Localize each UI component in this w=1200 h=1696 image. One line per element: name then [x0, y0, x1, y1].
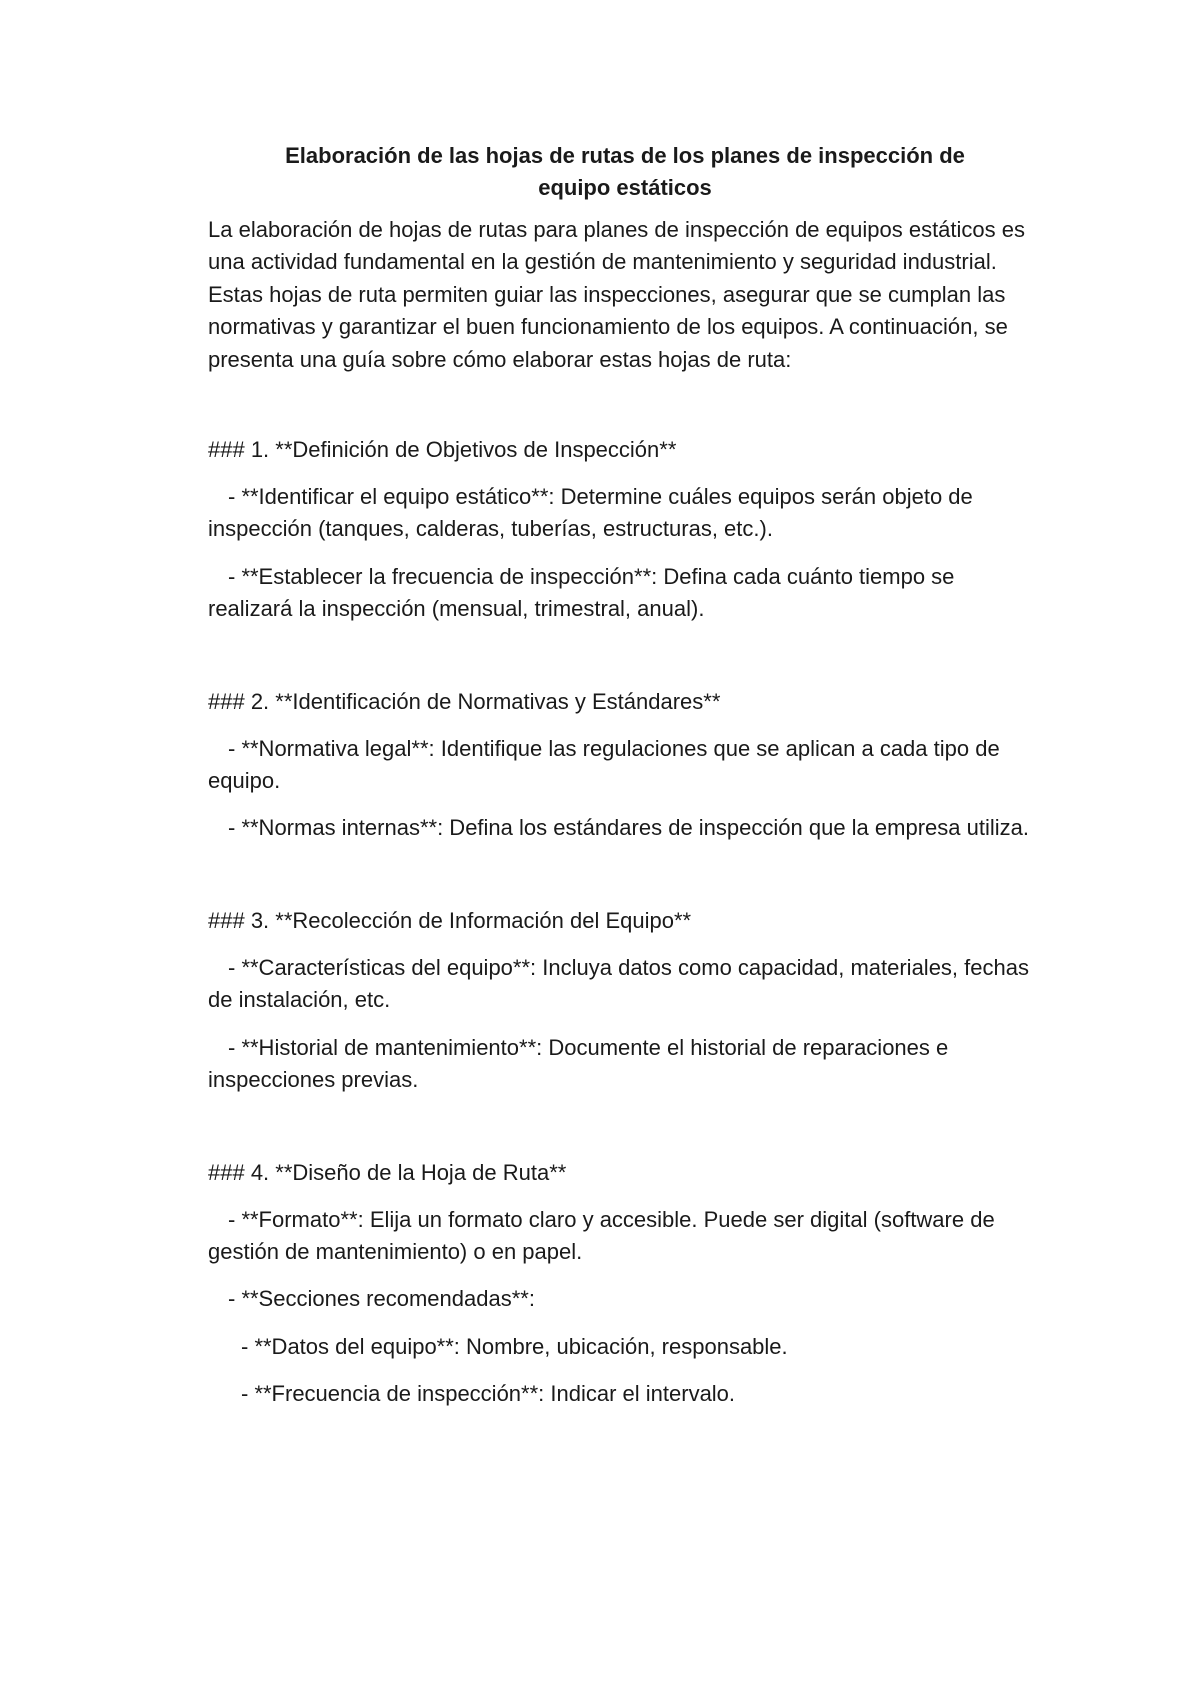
section-4	[208, 1157, 1042, 1410]
sub-list-item: - **Datos del equipo**: Nombre, ubicación, responsable.	[241, 1333, 788, 1359]
list-item: - **Identificar el equipo estático**: Determine cuáles equipos serán objeto de inspección (tanques, calderas, tuberías, estructuras, etc.).	[208, 484, 973, 542]
section-1	[208, 434, 1042, 626]
list-item: - **Establecer la frecuencia de inspección**: Defina cada cuánto tiempo se realizará la inspección (mensual, trimestral, anual).	[208, 563, 955, 622]
list-item: - **Normativa legal**: Identifique las regulaciones que se aplican a cada tipo de equipo.	[208, 735, 1000, 794]
section-heading: ### 4. **Diseño de la Hoja de Ruta**	[208, 1159, 567, 1185]
list-item: - **Secciones recomendadas**:	[228, 1286, 535, 1312]
section-3	[208, 905, 1042, 1097]
list-item: - **Historial de mantenimiento**: Documente el historial de reparaciones e inspecciones previas.	[208, 1034, 949, 1093]
intro-paragraph: La elaboración de hojas de rutas para planes de inspección de equipos estáticos es una actividad fundamental en la gestión de mantenimiento y seguridad industrial. Estas hojas de ruta permiten guiar las inspecciones, asegurar que se cumplan las normativas y garantizar el buen funcionamiento de los equipos. A continuación, se presenta una guía sobre cómo elaborar estas hojas de ruta:	[208, 217, 1025, 372]
document-content	[208, 140, 1042, 1410]
section-heading: ### 1. **Definición de Objetivos de Inspección**	[208, 437, 677, 463]
section-heading: ### 2. **Identificación de Normativas y Estándares**	[208, 688, 721, 714]
title-line-1: Elaboración de las hojas de rutas de los planes de inspección de	[285, 143, 965, 168]
list-item: - **Características del equipo**: Incluya datos como capacidad, materiales, fechas de instalación, etc.	[208, 954, 1029, 1013]
document-title	[208, 140, 1042, 204]
sub-list-item: - **Frecuencia de inspección**: Indicar el intervalo.	[241, 1380, 736, 1406]
list-item: - **Formato**: Elija un formato claro y accesible. Puede ser digital (software de gestión de mantenimiento) o en papel.	[208, 1206, 995, 1264]
title-line-2: equipo estáticos	[538, 175, 712, 200]
list-item: - **Normas internas**: Defina los estándares de inspección que la empresa utiliza.	[228, 815, 1029, 841]
section-heading: ### 3. **Recolección de Información del Equipo**	[208, 907, 692, 933]
section-2	[208, 686, 1042, 845]
